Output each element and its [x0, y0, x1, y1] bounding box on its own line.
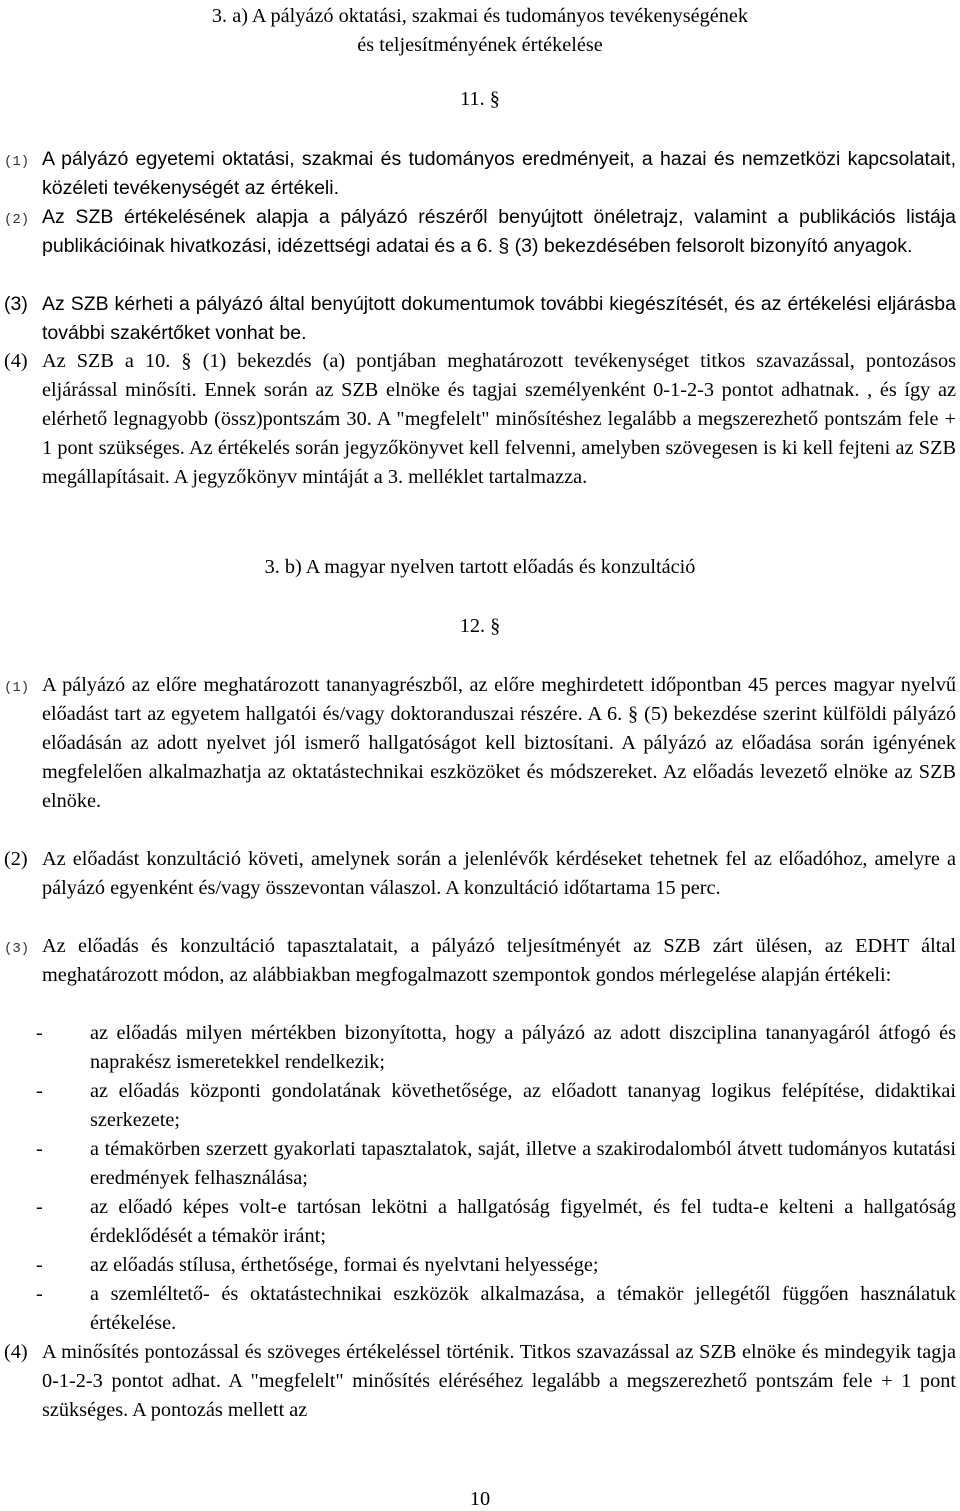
paragraph-number: (3)	[4, 293, 28, 315]
paragraph-text: A pályázó az előre meghatározott tananyagrészből, az előre meghirdetett időpontban 45 perces magyar nyelvű előadást tart az egyetem hallgatói és/vagy doktoranduszai részére. A 6. § (5) bekezdése szerint külföldi pályázó előadásán az adott nyelvet jól ismerő hallgatóságot kell biztosítani. A pályázó az előadása során igényének megfelelően alkalmazhatja az oktatástechnikai eszközöket és módszereket. Az előadás levezető elnöke az SZB elnöke.	[42, 674, 956, 812]
page-number: 10	[469, 1488, 491, 1510]
article-11-heading: 11. §	[460, 88, 500, 110]
list-item-text: az előadó képes volt-e tartósan lekötni a hallgatóság figyelmét, és fel tudta-e kelteni a hallgatóság érdeklődését a témakör iránt;	[90, 1196, 956, 1247]
paragraph-number: (4)	[4, 350, 28, 372]
list-item-text: az előadás stílusa, érthetősége, formai és nyelvtani helyessége;	[90, 1254, 599, 1276]
paragraph-12-3	[4, 932, 956, 990]
section-b-title: 3. b) A magyar nyelven tartott előadás és konzultáció	[264, 556, 696, 578]
paragraph-number: (4)	[4, 1341, 28, 1363]
list-item-text: az előadás központi gondolatának követhetősége, az előadott tananyag logikus felépítése, didaktikai szerkezete;	[90, 1080, 956, 1131]
paragraph-number: (1)	[4, 680, 30, 696]
paragraph-number: (2)	[4, 848, 28, 870]
bullet-marker: -	[36, 1138, 43, 1160]
bullet-marker: -	[36, 1080, 43, 1102]
paragraph-text: A pályázó egyetemi oktatási, szakmai és tudományos eredményeit, a hazai és nemzetközi kapcsolatait, közéleti tevékenységét az értékeli.	[42, 148, 956, 199]
paragraph-11-4	[4, 347, 956, 492]
list-item	[36, 1280, 956, 1338]
paragraph-number: (3)	[4, 941, 30, 957]
paragraph-text: Az előadás és konzultáció tapasztalatait, a pályázó teljesítményét az SZB zárt ülésen, az EDHT által meghatározott módon, az alábbiakban megfogalmazott szempontok gondos mérlegelése alapján értékeli:	[42, 935, 956, 986]
paragraph-11-1	[4, 145, 956, 203]
list-item	[36, 1019, 956, 1077]
list-item	[36, 1077, 956, 1135]
paragraph-text: A minősítés pontozással és szöveges értékeléssel történik. Titkos szavazással az SZB elnöke és mindegyik tagja 0-1-2-3 pontot adhat. A "megfelelt" minősítés eléréséhez legalább a megszerezhető pontszám fele + 1 pont szükséges. A pontozás mellett az	[42, 1341, 956, 1421]
paragraph-text: Az előadást konzultáció követi, amelynek során a jelenlévők kérdéseket tehetnek fel az előadóhoz, amelyre a pályázó egyenként és/vagy összevontan válaszol. A konzultáció időtartama 15 perc.	[42, 848, 956, 899]
paragraph-11-3	[4, 290, 956, 348]
paragraph-11-2	[4, 203, 956, 261]
article-12-heading: 12. §	[459, 615, 501, 637]
list-item-text: a témakörben szerzett gyakorlati tapasztalatok, saját, illetve a szakirodalomból átvett tudományos kutatási eredmények felhasználása;	[90, 1138, 956, 1189]
paragraph-number: (2)	[4, 212, 30, 228]
paragraph-12-1	[4, 671, 956, 816]
list-item-text: a szemléltető- és oktatástechnikai eszközök alkalmazása, a témakör jellegétől függően használatuk értékelése.	[90, 1283, 956, 1334]
list-item	[36, 1251, 956, 1280]
criteria-list	[36, 1019, 956, 1338]
paragraph-12-2	[4, 845, 956, 903]
bullet-marker: -	[36, 1022, 43, 1044]
bullet-marker: -	[36, 1283, 43, 1305]
paragraph-number: (1)	[4, 154, 30, 170]
list-item	[36, 1135, 956, 1193]
section-a-title-line1: 3. a) A pályázó oktatási, szakmai és tudományos tevékenységének	[211, 5, 749, 27]
paragraph-text: Az SZB kérheti a pályázó által benyújtott dokumentumok további kiegészítését, és az értékelési eljárásba további szakértőket vonhat be.	[42, 293, 956, 344]
paragraph-text: Az SZB értékelésének alapja a pályázó részéről benyújtott önéletrajz, valamint a publikációs listája publikációinak hivatkozási, idézettségi adatai és a 6. § (3) bekezdésében felsorolt bizonyító anyagok.	[42, 206, 956, 257]
paragraph-text: Az SZB a 10. § (1) bekezdés (a) pontjában meghatározott tevékenységet titkos szavazással, pontozásos eljárással minősíti. Ennek során az SZB elnöke és tagjai személyenként 0-1-2-3 pontot adhatnak. , és így az elérhető legnagyobb (össz)pontszám 30. A "megfelelt" minősítéshez legalább a megszerezhető pontszám fele + 1 pont szükséges. Az értékelés során jegyzőkönyvet kell felvenni, amelyben szövegesen is ki kell fejteni az SZB megállapításait. A jegyzőkönyv mintáját a 3. melléklet tartalmazza.	[42, 350, 956, 488]
list-item	[36, 1193, 956, 1251]
list-item-text: az előadás milyen mértékben bizonyította, hogy a pályázó az adott diszciplina tananyagáról átfogó és naprakész ismeretekkel rendelkezik;	[90, 1022, 956, 1073]
section-a-title-line2: és teljesítményének értékelése	[357, 34, 603, 56]
bullet-marker: -	[36, 1254, 43, 1276]
paragraph-12-4	[4, 1338, 956, 1425]
bullet-marker: -	[36, 1196, 43, 1218]
